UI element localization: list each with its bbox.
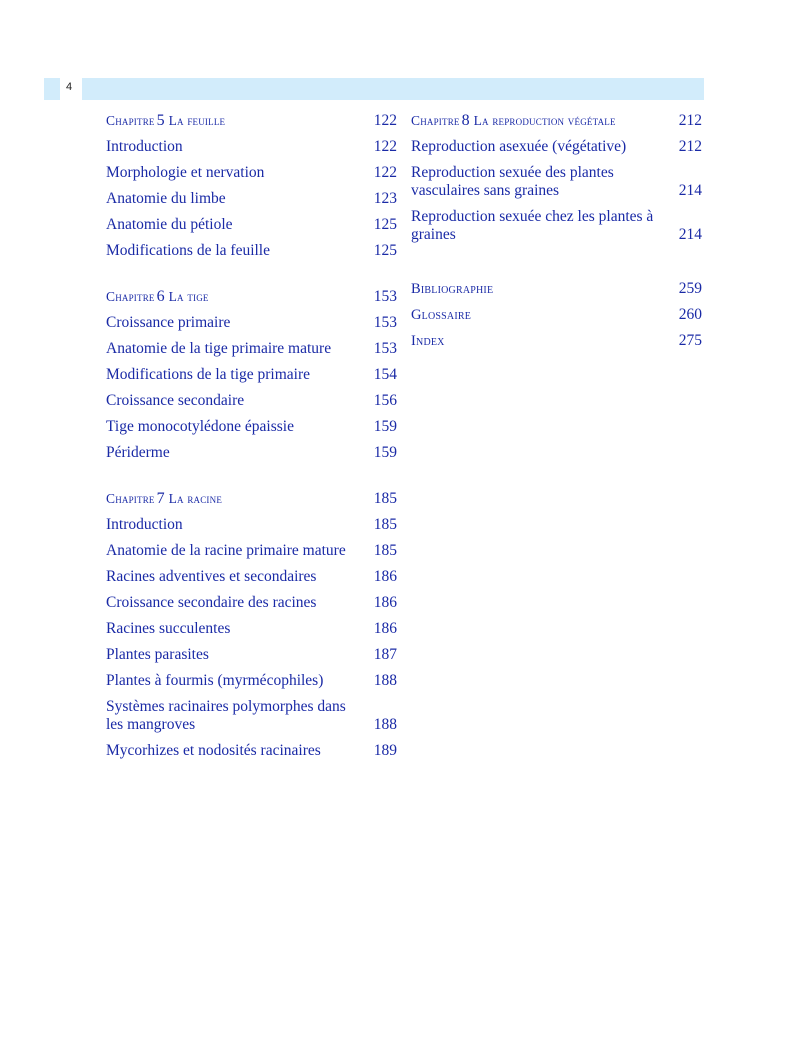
chapter-number: 6 bbox=[156, 288, 165, 305]
page-ref: 156 bbox=[373, 392, 397, 409]
entry-title: Introduction bbox=[106, 516, 183, 533]
page-ref: 186 bbox=[373, 620, 397, 637]
page-ref: 185 bbox=[373, 490, 397, 507]
toc-entry[interactable] bbox=[411, 164, 702, 200]
chapter-8 bbox=[411, 112, 702, 244]
page-number: 4 bbox=[66, 81, 73, 93]
page-ref: 125 bbox=[373, 216, 397, 233]
entry-title: Mycorhizes et nodosités racinaires bbox=[106, 742, 321, 759]
page-ref: 159 bbox=[373, 418, 397, 435]
chapter-title: La reproduction végétale bbox=[473, 113, 616, 128]
toc-entry[interactable] bbox=[411, 208, 702, 244]
page-ref: 186 bbox=[373, 594, 397, 611]
page-ref: 159 bbox=[373, 444, 397, 461]
page-ref: 123 bbox=[373, 190, 397, 207]
chapter-heading[interactable] bbox=[106, 490, 397, 508]
toc-entry[interactable] bbox=[106, 392, 397, 410]
entry-title: Modifications de la feuille bbox=[106, 242, 270, 259]
chapter-label: Chapitre bbox=[106, 491, 155, 506]
toc-entry[interactable] bbox=[106, 418, 397, 436]
chapter-number: 7 bbox=[156, 490, 165, 507]
page-header bbox=[44, 78, 704, 100]
toc-entry[interactable] bbox=[411, 138, 702, 156]
entry-title: Morphologie et nervation bbox=[106, 164, 265, 181]
backmatter-list bbox=[411, 280, 702, 350]
page-ref: 185 bbox=[373, 542, 397, 559]
chapter-label: Chapitre bbox=[411, 113, 460, 128]
toc-entry[interactable] bbox=[106, 646, 397, 664]
page-ref: 154 bbox=[373, 366, 397, 383]
toc-entry[interactable] bbox=[106, 242, 397, 260]
chapter-number: 5 bbox=[156, 112, 165, 129]
page-ref: 122 bbox=[373, 112, 397, 129]
chapter-6 bbox=[106, 288, 397, 462]
page-ref: 125 bbox=[373, 242, 397, 259]
page-ref: 212 bbox=[678, 138, 702, 155]
page-ref: 185 bbox=[373, 516, 397, 533]
entry-title: Tige monocotylédone épaissie bbox=[106, 418, 294, 435]
entry-title: Anatomie de la tige primaire mature bbox=[106, 340, 332, 357]
chapter-heading[interactable] bbox=[106, 288, 397, 306]
entry-title: Introduction bbox=[106, 138, 183, 155]
header-bar bbox=[82, 78, 704, 100]
entry-title: Reproduction asexuée (végétative) bbox=[411, 138, 627, 155]
entry-title: Reproduction sexuée chez les plantes à graines bbox=[411, 208, 654, 243]
entry-title: Modifications de la tige primaire bbox=[106, 366, 311, 383]
toc-entry-bibliography[interactable] bbox=[411, 280, 702, 298]
page-ref: 187 bbox=[373, 646, 397, 663]
toc-entry-glossary[interactable] bbox=[411, 306, 702, 324]
chapter-5 bbox=[106, 112, 397, 260]
entry-title: Plantes à fourmis (myrmécophiles) bbox=[106, 672, 324, 689]
entry-title: Glossaire bbox=[411, 307, 472, 323]
entry-title: Racines succulentes bbox=[106, 620, 231, 637]
page-ref: 122 bbox=[373, 138, 397, 155]
entry-title: Anatomie du limbe bbox=[106, 190, 226, 207]
page-ref: 214 bbox=[678, 226, 702, 243]
page-ref: 189 bbox=[373, 742, 397, 759]
toc-entry[interactable] bbox=[106, 698, 397, 734]
entry-title: Anatomie de la racine primaire mature bbox=[106, 542, 346, 559]
page-ref: 214 bbox=[678, 182, 702, 199]
toc-entry[interactable] bbox=[106, 190, 397, 208]
page-ref: 153 bbox=[373, 314, 397, 331]
toc-entry[interactable] bbox=[106, 742, 397, 760]
entry-title: Croissance secondaire bbox=[106, 392, 245, 409]
entry-title: Périderme bbox=[106, 444, 170, 461]
toc-entry[interactable] bbox=[106, 314, 397, 332]
chapter-label: Chapitre bbox=[106, 289, 155, 304]
toc-entry[interactable] bbox=[106, 340, 397, 358]
page-ref: 188 bbox=[373, 716, 397, 733]
header-tab bbox=[44, 78, 60, 100]
page-ref: 259 bbox=[678, 280, 702, 297]
entry-title: Bibliographie bbox=[411, 281, 494, 297]
entry-title: Systèmes racinaires polymorphes dans les mangroves bbox=[106, 698, 346, 733]
chapter-7 bbox=[106, 490, 397, 760]
chapter-heading[interactable] bbox=[106, 112, 397, 130]
toc-entry[interactable] bbox=[106, 620, 397, 638]
entry-title: Index bbox=[411, 333, 445, 349]
entry-title: Reproduction sexuée des plantes vasculaires sans graines bbox=[411, 164, 614, 199]
toc-entry[interactable] bbox=[106, 366, 397, 384]
page-ref: 153 bbox=[373, 340, 397, 357]
chapter-label: Chapitre bbox=[106, 113, 155, 128]
chapter-heading[interactable] bbox=[411, 112, 702, 130]
toc-entry[interactable] bbox=[106, 672, 397, 690]
chapter-number: 8 bbox=[461, 112, 470, 129]
page-ref: 188 bbox=[373, 672, 397, 689]
chapter-title: La racine bbox=[168, 491, 223, 506]
toc-entry[interactable] bbox=[106, 542, 397, 560]
entry-title: Croissance primaire bbox=[106, 314, 231, 331]
toc-entry-index[interactable] bbox=[411, 332, 702, 350]
page-ref: 260 bbox=[678, 306, 702, 323]
page-ref: 122 bbox=[373, 164, 397, 181]
toc-entry[interactable] bbox=[106, 444, 397, 462]
toc-right-column bbox=[411, 112, 702, 358]
page-ref: 153 bbox=[373, 288, 397, 305]
entry-title: Anatomie du pétiole bbox=[106, 216, 233, 233]
chapter-title: La tige bbox=[168, 289, 209, 304]
toc-entry[interactable] bbox=[106, 216, 397, 234]
page-ref: 275 bbox=[678, 332, 702, 349]
toc-entry[interactable] bbox=[106, 568, 397, 586]
toc-entry[interactable] bbox=[106, 594, 397, 612]
entry-title: Plantes parasites bbox=[106, 646, 209, 663]
toc-left-column bbox=[106, 112, 397, 788]
entry-title: Croissance secondaire des racines bbox=[106, 594, 317, 611]
toc-entry[interactable] bbox=[106, 138, 397, 156]
page-ref: 186 bbox=[373, 568, 397, 585]
toc-entry[interactable] bbox=[106, 516, 397, 534]
page-ref: 212 bbox=[678, 112, 702, 129]
entry-title: Racines adventives et secondaires bbox=[106, 568, 317, 585]
chapter-title: La feuille bbox=[168, 113, 226, 128]
toc-entry[interactable] bbox=[106, 164, 397, 182]
